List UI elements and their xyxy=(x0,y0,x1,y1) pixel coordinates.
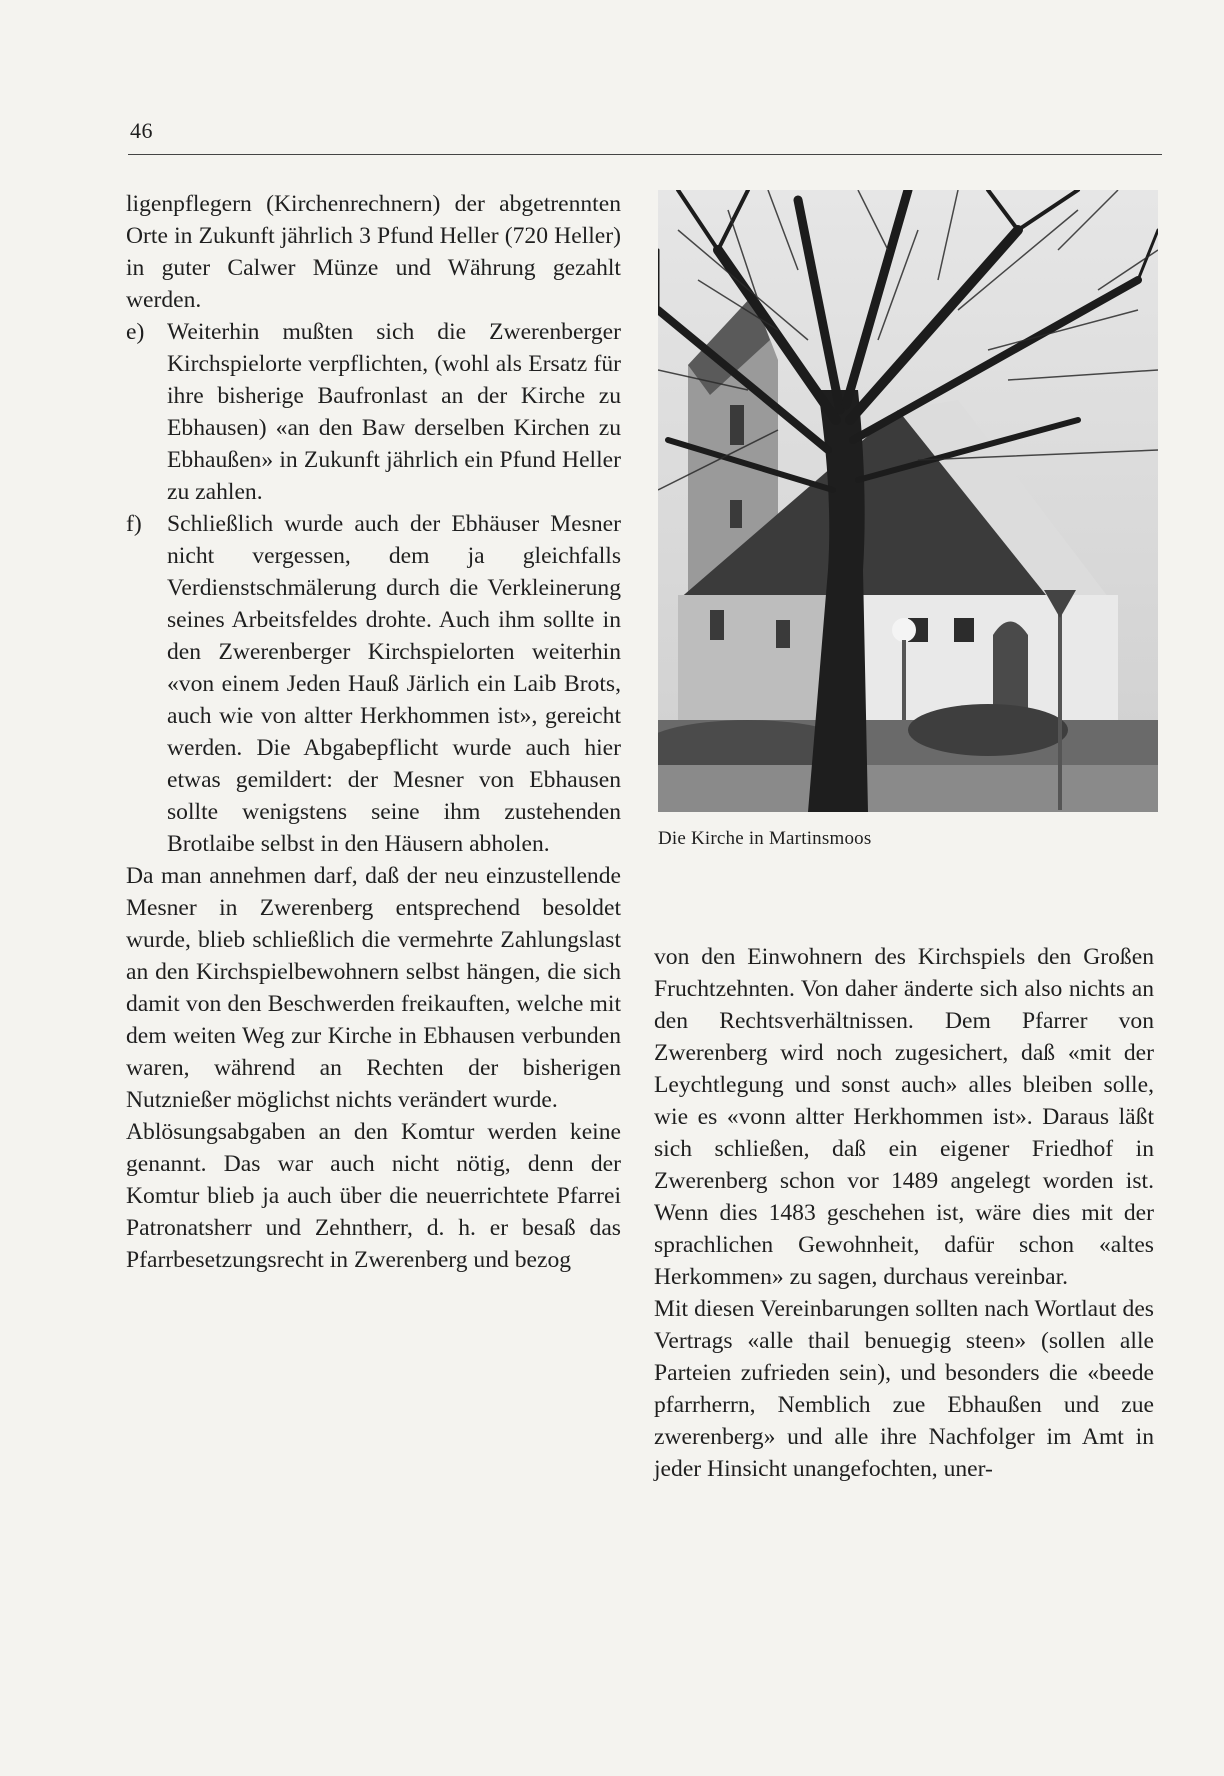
list-item-f xyxy=(126,508,621,860)
list-marker-f: f) xyxy=(126,511,142,537)
church-photo xyxy=(658,190,1158,812)
list-item-f-text: Schließlich wurde auch der Ebhäuser Mesner nicht vergessen, dem ja gleichfalls Verdienstschmälerung durch die Verkleinerung seines Arbeitsfeldes drohte. Auch ihm sollte in den Zwerenberger Kirchspielorten weiterhin «von einem Jeden Hauß Järlich ein Laib Brots, auch wie von altter Herkhommen ist», gereicht werden. Die Abgabepflicht wurde auch hier etwas gemildert: der Mesner von Ebhausen sollte wenigstens seine ihm zustehenden Brotlaibe selbst in den Häusern abholen. xyxy=(167,511,621,857)
left-column xyxy=(126,188,621,1276)
body-paragraph: Ablösungsabgaben an den Komtur werden keine genannt. Das war auch nicht nötig, denn der Komtur blieb ja auch über die neuerrichtete Pfarrei Patronatsherr und Zehntherr, d. h. er besaß das Pfarrbesetzungsrecht in Zwerenberg und bezog xyxy=(126,1119,621,1273)
body-paragraph: Da man annehmen darf, daß der neu einzustellende Mesner in Zwerenberg entsprechend besoldet wurde, blieb schließlich die vermehrte Zahlungslast an den Kirchspielbewohnern selbst hängen, die sich damit von den Beschwerden freikauften, welche mit dem weiten Weg zur Kirche in Ebhausen verbunden waren, während an Rechten der bisherigen Nutznießer möglichst nichts verändert wurde. xyxy=(126,863,621,1113)
list-item-e-text: Weiterhin mußten sich die Zwerenberger Kirchspielorte verpflichten, (wohl als Ersatz für ihre bisherige Baufronlast an der Kirche zu Ebhausen) «an den Baw derselben Kirchen zu Ebhaußen» in Zukunft jährlich ein Pfund Heller zu zahlen. xyxy=(167,319,621,505)
intro-paragraph: ligenpflegern (Kirchenrechnern) der abgetrennten Orte in Zukunft jährlich 3 Pfund Heller (720 Heller) in guter Calwer Münze und Währung gezahlt werden. xyxy=(126,191,621,313)
page-number: 46 xyxy=(130,118,153,143)
right-column xyxy=(654,941,1154,1485)
list-marker-e: e) xyxy=(126,319,145,345)
header-rule xyxy=(128,154,1162,155)
figure xyxy=(658,190,1158,850)
list-item-e xyxy=(126,316,621,508)
figure-caption: Die Kirche in Martinsmoos xyxy=(658,828,872,849)
body-paragraph: von den Einwohnern des Kirchspiels den Großen Fruchtzehnten. Von daher änderte sich also nichts an den Rechtsverhältnissen. Dem Pfarrer von Zwerenberg wird noch zugesichert, daß «mit der Leychtlegung und sonst auch» alles bleiben solle, wie es «vonn altter Herkhommen ist». Daraus läßt sich schließen, daß ein eigener Friedhof in Zwerenberg schon vor 1489 angelegt worden ist. Wenn dies 1483 geschehen ist, wäre dies mit der sprachlichen Gewohnheit, dafür schon «altes Herkommen» zu sagen, durchaus vereinbar. xyxy=(654,944,1154,1290)
body-paragraph: Mit diesen Vereinbarungen sollten nach Wortlaut des Vertrags «alle thail benuegig steen» (sollen alle Parteien zufrieden sein), und besonders die «beede pfarrherrn, Nemblich zue Ebhaußen und zue zwerenberg» und alle ihre Nachfolger im Amt in jeder Hinsicht unangefochten, uner- xyxy=(654,1296,1154,1482)
